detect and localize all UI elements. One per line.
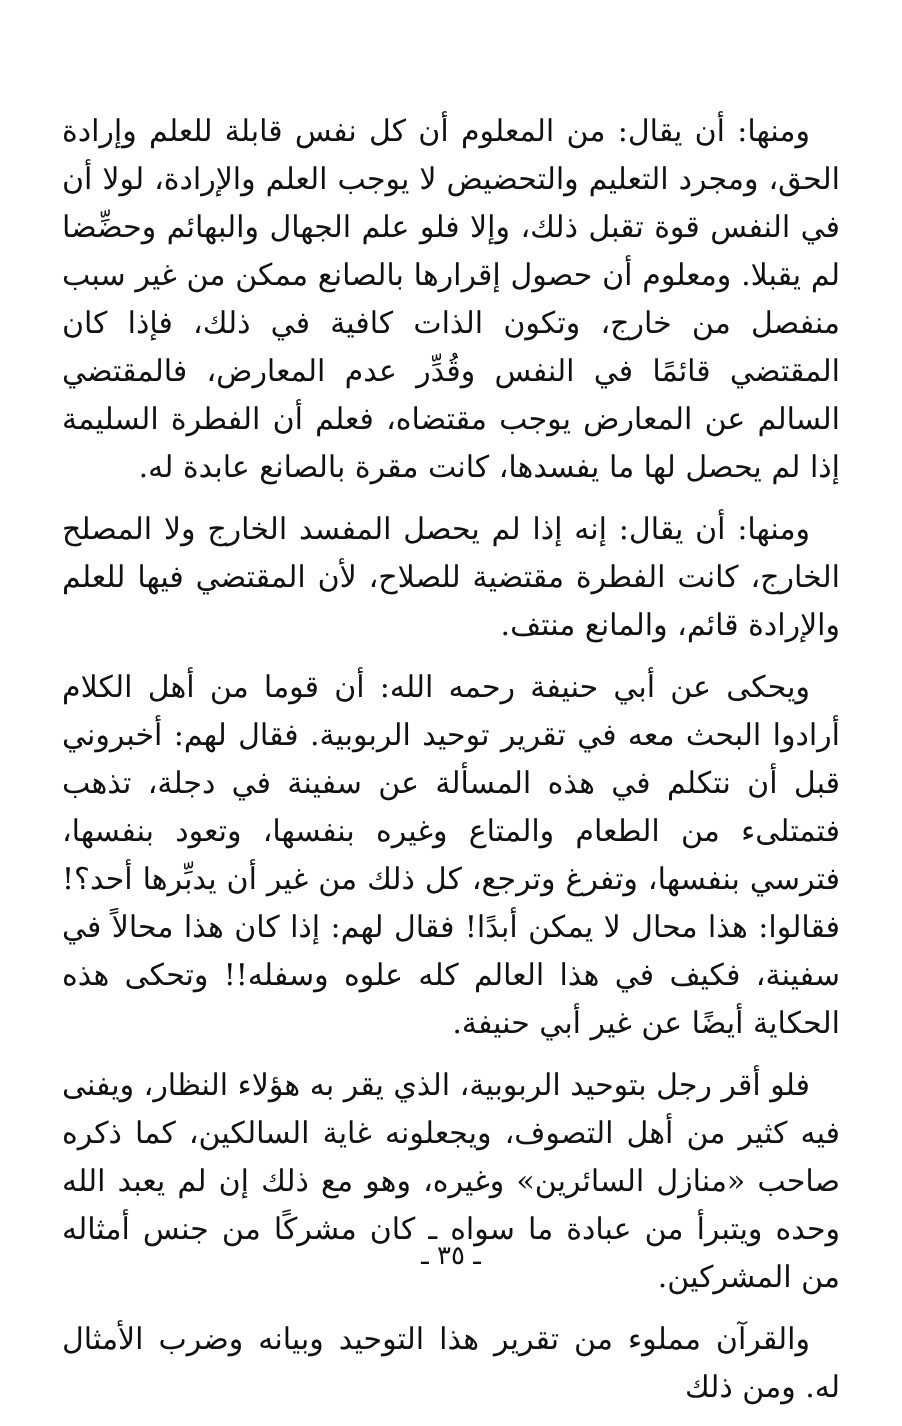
paragraph-4: فلو أقر رجل بتوحيد الربوبية، الذي يقر به هؤلاء النظار، ويفنى فيه كثير من أهل التصوف، ويجعلونه غاية السالكين، كما ذكره صاحب «منازل السائرين» وغيره، وهو مع ذلك إن لم يعبد الله وحده ويتبرأ من عبادة ما سواه ـ كان مشركًا من جنس أمثاله من المشركين. [62,1068,840,1295]
page-number: ـ ٣٥ ـ [421,1241,481,1271]
paragraph-1: ومنها: أن يقال: من المعلوم أن كل نفس قابلة للعلم وإرادة الحق، ومجرد التعليم والتحضيض لا يوجب العلم والإرادة، لولا أن في النفس قوة تقبل ذلك، وإلا فلو علم الجهال والبهائم وحضِّضا لم يقبلا. ومعلوم أن حصول إقرارها بالصانع ممكن من غير سبب منفصل من خارج، وتكون الذات كافية في ذلك، فإذا كان المقتضي قائمًا في النفس وقُدِّر عدم المعارض، فالمقتضي السالم عن المعارض يوجب مقتضاه، فعلم أن الفطرة السليمة إذا لم يحصل لها ما يفسدها، كانت مقرة بالصانع عابدة له. [62,114,840,485]
paragraph-3: ويحكى عن أبي حنيفة رحمه الله: أن قوما من أهل الكلام أرادوا البحث معه في تقرير توحيد الربوبية. فقال لهم: أخبروني قبل أن نتكلم في هذه المسألة عن سفينة في دجلة، تذهب فتمتلىء من الطعام والمتاع وغيره بنفسها، وتعود بنفسها، فترسي بنفسها، وتفرغ وترجع، كل ذلك من غير أن يدبِّرها أحد؟! فقالوا: هذا محال لا يمكن أبدًا! فقال لهم: إذا كان هذا محالاً في سفينة، فكيف في هذا العالم كله علوه وسفله!! وتحكى هذه الحكاية أيضًا عن غير أبي حنيفة. [62,670,840,1041]
paragraph-2: ومنها: أن يقال: إنه إذا لم يحصل المفسد الخارج ولا المصلح الخارج، كانت الفطرة مقتضية للصلاح، لأن المقتضي فيها للعلم والإرادة قائم، والمانع منتف. [62,512,840,643]
page-body-text [62,100,840,1426]
paragraph-5: والقرآن مملوء من تقرير هذا التوحيد وبيانه وضرب الأمثال له. ومن ذلك [62,1322,840,1405]
